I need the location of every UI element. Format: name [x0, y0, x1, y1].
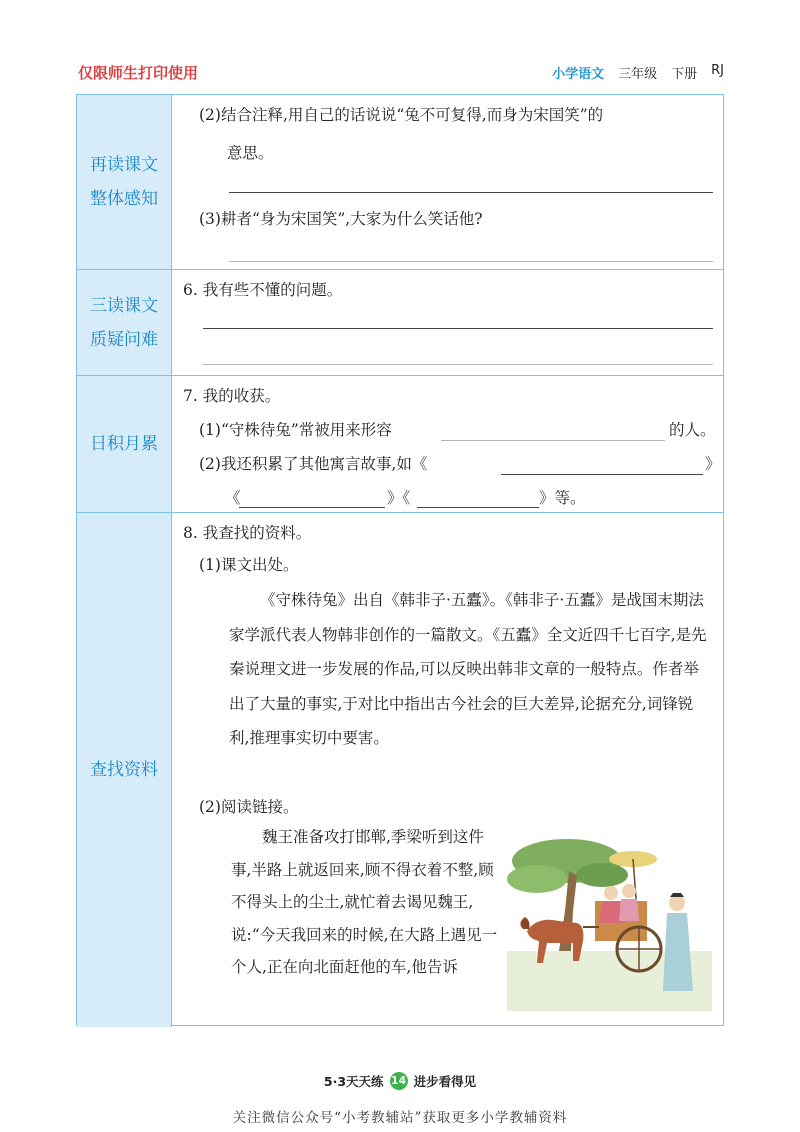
section-label-line: 再读课文	[90, 155, 158, 175]
bottom-note: 关注微信公众号“小考教辅站”获取更多小学教辅资料	[232, 1110, 568, 1126]
section-label-line: 三读课文	[90, 295, 158, 316]
answer-line[interactable]	[229, 261, 713, 262]
section-content	[173, 270, 723, 375]
print-notice: 仅限师生打印使用	[78, 64, 199, 82]
subject-label: 小学语文	[552, 67, 605, 82]
section-label-line: 整体感知	[90, 189, 158, 209]
story-illustration	[507, 831, 712, 1011]
title-bracket: 《	[225, 489, 241, 507]
section-label	[77, 513, 172, 1027]
section-content	[173, 95, 723, 269]
answer-line[interactable]	[229, 192, 713, 193]
answer-line[interactable]	[203, 328, 713, 329]
blank-line[interactable]	[239, 507, 385, 508]
blank-line[interactable]	[501, 474, 703, 475]
section-accumulation	[77, 376, 723, 513]
answer-line[interactable]	[203, 364, 713, 365]
question-8: 8. 我查找的资料。	[183, 524, 312, 542]
question-2: (2)结合注释,用自己的话说说“兔不可复得,而身为宋国笑”的	[199, 106, 604, 124]
question-8-2: (2)阅读链接。	[199, 798, 299, 816]
question-7-2-end: 》	[705, 455, 721, 473]
question-7-1: (1)“守株待兔”常被用来形容	[199, 421, 392, 439]
blank-line[interactable]	[441, 440, 665, 441]
volume-label: 下册	[671, 67, 698, 82]
question-6: 6. 我有些不懂的问题。	[183, 281, 343, 299]
reading-paragraph: 魏王准备攻打邯郸,季梁听到这件事,半路上就返回来,顾不得衣着不整,顾不得头上的尘土,就忙着去谒见魏王,说:“今天我回来的时候,在大路上遇见一个人,正在向北面赶他的车,他告诉	[231, 828, 498, 976]
edition-label: RJ	[711, 63, 724, 78]
question-7: 7. 我的收获。	[183, 387, 281, 405]
section-reread-overview	[77, 95, 723, 270]
section-label	[77, 95, 172, 269]
blank-line[interactable]	[417, 507, 539, 508]
section-research	[77, 513, 723, 1027]
question-7-2: (2)我还积累了其他寓言故事,如《	[199, 455, 428, 473]
title-bracket: 》《	[387, 489, 411, 507]
question-2-cont: 意思。	[227, 144, 274, 162]
section-questions	[77, 270, 723, 376]
section-label	[77, 270, 172, 375]
section-label-line: 质疑问难	[90, 329, 158, 350]
series-name: 5·3天天练	[323, 1074, 384, 1089]
section-label	[77, 376, 172, 512]
grade-label: 三年级	[618, 67, 658, 82]
question-7-1-end: 的人。	[669, 421, 716, 439]
section-content	[173, 513, 723, 1027]
series-slogan: 进步看得见	[413, 1074, 477, 1089]
book-info	[552, 63, 724, 82]
worksheet-table	[76, 94, 724, 1026]
page-footer	[0, 1072, 800, 1090]
source-paragraph: 《守株待兔》出自《韩非子·五蠹》。《韩非子·五蠹》是战国末期法家学派代表人物韩非创作的一篇散文。《五蠹》全文近四千七百字,是先秦说理文进一步发展的作品,可以反映出韩非文章的一般特点。作者举出了大量的事实,于对比中指出古今社会的巨大差异,论据充分,词锋锐利,推理事实切中要害。	[229, 591, 707, 747]
title-bracket-end: 》等。	[539, 489, 586, 507]
section-content	[173, 376, 723, 512]
question-8-1: (1)课文出处。	[199, 556, 299, 574]
page-number: 14	[390, 1072, 408, 1090]
section-label-line: 查找资料	[90, 760, 158, 780]
section-label-line: 日积月累	[90, 434, 158, 454]
question-3: (3)耕者“身为宋国笑”,大家为什么笑话他?	[199, 210, 483, 228]
